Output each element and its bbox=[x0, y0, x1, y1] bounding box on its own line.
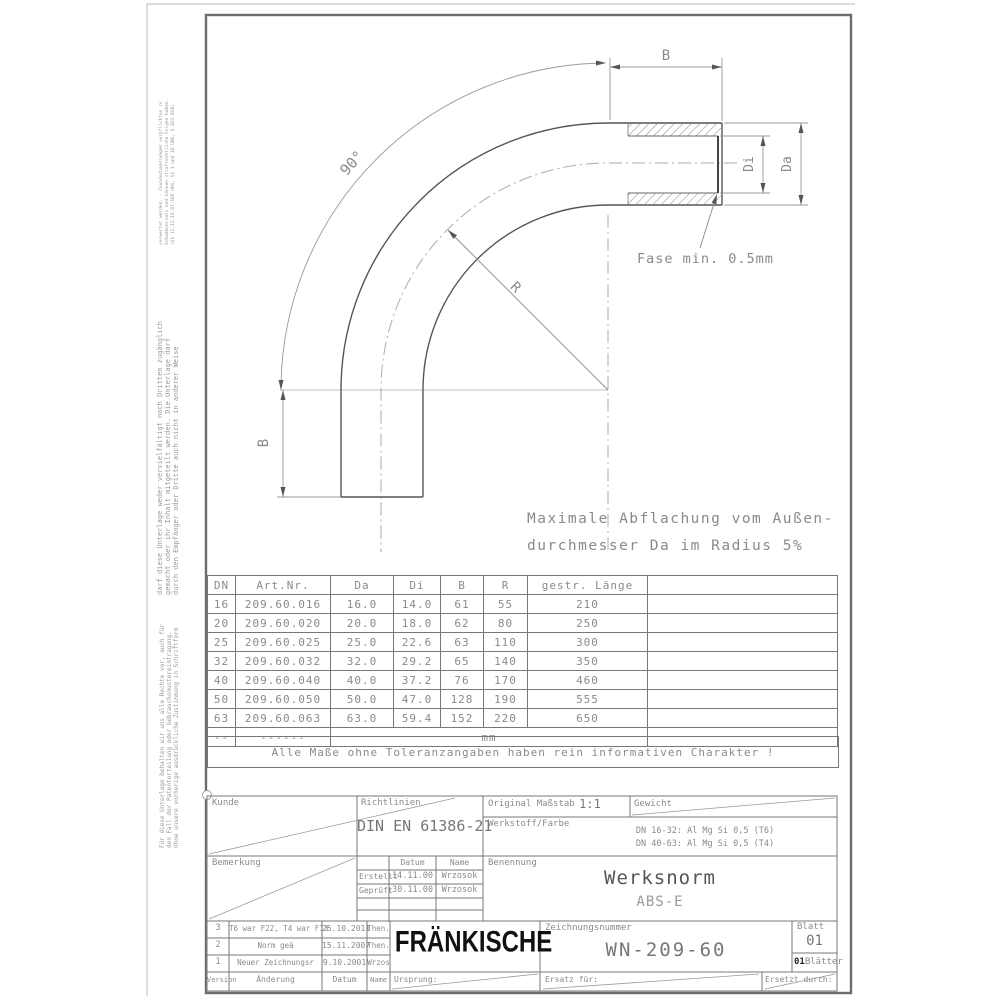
drawing-annotations bbox=[256, 48, 834, 554]
hatch-top-wall bbox=[628, 124, 722, 136]
rev1-datum: 9.10.2001 bbox=[322, 958, 367, 967]
cell: 14.0 bbox=[394, 595, 441, 614]
hatch-bottom-wall bbox=[628, 193, 722, 205]
werkstoff-line1: DN 16-32: Al Mg Si 0,5 (T6) bbox=[635, 826, 775, 836]
benennung-subvalue: ABS-E bbox=[636, 894, 684, 910]
rev2-aenderung: Norm geä bbox=[257, 941, 294, 950]
cell: 16 bbox=[208, 595, 236, 614]
signoff-datum-label: Datum bbox=[400, 858, 425, 867]
cell: 152 bbox=[441, 709, 484, 728]
werkstoff-label: Werkstoff/Farbe bbox=[488, 819, 570, 829]
cell: 460 bbox=[528, 671, 648, 690]
rev3-version: 3 bbox=[215, 923, 221, 933]
cell: 63.0 bbox=[331, 709, 394, 728]
inner-diameter-label: Di bbox=[742, 156, 757, 172]
cell: 209.60.040 bbox=[236, 671, 331, 690]
footer-datum-label: Datum bbox=[332, 975, 357, 984]
centerlines bbox=[381, 163, 737, 552]
cell: 209.60.020 bbox=[236, 614, 331, 633]
cell: 47.0 bbox=[394, 690, 441, 709]
cell: 25 bbox=[208, 633, 236, 652]
cell-empty bbox=[648, 633, 838, 652]
rev2-datum: 15.11.2007 bbox=[322, 941, 371, 950]
cell: 80 bbox=[484, 614, 528, 633]
geprueft-datum: 30.11.00 bbox=[392, 885, 433, 895]
cell-empty bbox=[648, 652, 838, 671]
cell: 20 bbox=[208, 614, 236, 633]
cell: 40.0 bbox=[331, 671, 394, 690]
erstellt-name: Wrzosok bbox=[441, 871, 478, 881]
zeichnungsnummer-value: WN-209-60 bbox=[605, 939, 727, 961]
dimension-table bbox=[207, 575, 838, 747]
gewicht-label: Gewicht bbox=[634, 799, 672, 809]
cell: 140 bbox=[484, 652, 528, 671]
bemerkung-label: Bemerkung bbox=[212, 858, 261, 868]
col-header: Di bbox=[394, 576, 441, 595]
cell: 300 bbox=[528, 633, 648, 652]
table-row bbox=[208, 633, 838, 652]
margin-line: darf diese Unterlage weder vervielfältigt noch Dritten zugänglich bbox=[156, 321, 164, 595]
richtlinien-value: DIN EN 61386-21 bbox=[357, 817, 493, 835]
margin-legal-bottom bbox=[159, 624, 181, 848]
rev1-aenderung: Neuer Zeichnungsr bbox=[237, 958, 314, 967]
cell: 209.60.016 bbox=[236, 595, 331, 614]
kunde-label: Kunde bbox=[212, 798, 240, 808]
cell: 76 bbox=[441, 671, 484, 690]
ersatz-label: Ersatz für: bbox=[545, 975, 598, 984]
cell: 59.4 bbox=[394, 709, 441, 728]
cell: 209.60.032 bbox=[236, 652, 331, 671]
rev1-version: 1 bbox=[215, 957, 221, 967]
margin-line: verwertet werden. - Zuwiderhandlungen verpflichten zu bbox=[159, 101, 164, 245]
rev3-datum: 25.10.2011 bbox=[322, 924, 371, 933]
cell: 110 bbox=[484, 633, 528, 652]
cell: 128 bbox=[441, 690, 484, 709]
col-header: Art.Nr. bbox=[236, 576, 331, 595]
unit-cell: mm bbox=[331, 728, 648, 747]
cell: 25.0 bbox=[331, 633, 394, 652]
col-header: B bbox=[441, 576, 484, 595]
footer-version-label: Version bbox=[207, 976, 237, 984]
benennung-label: Benennung bbox=[488, 858, 537, 868]
cell: 37.2 bbox=[394, 671, 441, 690]
blatt-value: 01 bbox=[806, 933, 823, 949]
blatt-label: Blatt bbox=[797, 922, 825, 932]
cell: 40 bbox=[208, 671, 236, 690]
erstellt-datum: 14.11.00 bbox=[392, 871, 433, 881]
company-logo: FRÄNKISCHE bbox=[394, 925, 553, 959]
rev3-name: Then. bbox=[367, 924, 390, 933]
ursprung-label: Ursprung: bbox=[394, 975, 438, 984]
cell: 55 bbox=[484, 595, 528, 614]
tolerance-note: Alle Maße ohne Toleranzangaben haben rein informativen Charakter ! bbox=[207, 736, 839, 768]
dimension-arrows bbox=[279, 61, 804, 498]
cell: 22.6 bbox=[394, 633, 441, 652]
cell: 555 bbox=[528, 690, 648, 709]
flattening-note-line2: durchmesser Da im Radius 5% bbox=[527, 538, 804, 554]
cell: -- bbox=[208, 728, 236, 747]
cell: 50.0 bbox=[331, 690, 394, 709]
margin-line: gemacht oder ihr Inhalt mitgeteilt werden. Die Unterlage darf bbox=[163, 337, 172, 595]
footer-aenderung-label: Änderung bbox=[256, 975, 295, 984]
cell: 20.0 bbox=[331, 614, 394, 633]
margin-line: Für diese Unterlage behalten wir uns alle Rechte vor, auch für bbox=[159, 624, 166, 848]
cell: 190 bbox=[484, 690, 528, 709]
cell: ------ bbox=[236, 728, 331, 747]
cell: 250 bbox=[528, 614, 648, 633]
col-header: gestr. Länge bbox=[528, 576, 648, 595]
geprueft-name: Wrzosok bbox=[441, 885, 478, 895]
cell: 210 bbox=[528, 595, 648, 614]
rev2-name: Then. bbox=[367, 941, 390, 950]
table-row bbox=[208, 709, 838, 728]
cell: 209.60.025 bbox=[236, 633, 331, 652]
table-row bbox=[208, 690, 838, 709]
cell-empty bbox=[648, 709, 838, 728]
cell-empty bbox=[648, 671, 838, 690]
cell: 18.0 bbox=[394, 614, 441, 633]
leg-length-label-top: B bbox=[661, 48, 671, 64]
rev1-name: Wrzos bbox=[367, 958, 390, 967]
cell: 650 bbox=[528, 709, 648, 728]
angle-dimension-arc bbox=[281, 63, 605, 390]
cell-empty bbox=[648, 614, 838, 633]
cell: 220 bbox=[484, 709, 528, 728]
footer-name-label: Name bbox=[370, 976, 387, 984]
blaetter-count: 01 bbox=[794, 957, 805, 967]
erstellt-label: Erstellt bbox=[359, 872, 398, 881]
col-header: R bbox=[484, 576, 528, 595]
margin-line: (§§ 12,11,15,97,106 UHG, §§ 1 und 18 UWG, § 823 BGB). bbox=[171, 101, 177, 245]
table-header-row bbox=[208, 576, 838, 595]
margin-legal-middle bbox=[157, 321, 180, 595]
cell: 29.2 bbox=[394, 652, 441, 671]
cell-empty bbox=[648, 595, 838, 614]
cell: 63 bbox=[441, 633, 484, 652]
table-row bbox=[208, 614, 838, 633]
cell: 62 bbox=[441, 614, 484, 633]
cell-empty bbox=[648, 690, 838, 709]
cell: 209.60.063 bbox=[236, 709, 331, 728]
cell: 32.0 bbox=[331, 652, 394, 671]
massstab-value: 1:1 bbox=[579, 797, 601, 811]
leg-length-label-left: B bbox=[256, 438, 272, 448]
massstab-label: Original Maßstab bbox=[488, 799, 575, 809]
table-row bbox=[208, 671, 838, 690]
blaetter-label: Blätter bbox=[804, 957, 843, 967]
blaetter-line bbox=[794, 958, 843, 968]
table-row bbox=[208, 595, 838, 614]
margin-line: durch den Empfänger oder Dritte auch nicht in anderer Weise bbox=[171, 346, 180, 595]
margin-line: den Fall der Patenterteilung oder Gebrauchsmustereintragung. bbox=[166, 631, 174, 848]
cell: 63 bbox=[208, 709, 236, 728]
cell: 209.60.050 bbox=[236, 690, 331, 709]
dimension-lines bbox=[277, 58, 808, 497]
outer-diameter-label: Da bbox=[780, 156, 795, 172]
pipe-section bbox=[628, 123, 722, 205]
rev2-version: 2 bbox=[215, 940, 221, 950]
table-row bbox=[208, 652, 838, 671]
flattening-note-line1: Maximale Abflachung vom Außen- bbox=[527, 511, 834, 527]
cell: 61 bbox=[441, 595, 484, 614]
col-header: DN bbox=[208, 576, 236, 595]
margin-legal-top bbox=[159, 98, 178, 245]
zeichnungsnummer-label: Zeichnungsnummer bbox=[545, 923, 632, 933]
geprueft-label: Geprüft bbox=[359, 886, 393, 895]
margin-line: Schadenersatz und können strafrechtliche Folgen haben. bbox=[165, 98, 171, 245]
radius-label: R bbox=[506, 279, 524, 297]
richtlinien-label: Richtlinien bbox=[361, 798, 421, 808]
margin-line: Ohne unsere vorherige ausdrückliche Zustimmung in Schriftform bbox=[173, 627, 181, 848]
signoff-name-label: Name bbox=[449, 858, 470, 867]
col-header: Da bbox=[331, 576, 394, 595]
cell: 170 bbox=[484, 671, 528, 690]
rev3-aenderung: T6 war F22, T4 war F13 bbox=[229, 924, 329, 933]
cell: 50 bbox=[208, 690, 236, 709]
benennung-value: Werksnorm bbox=[604, 867, 716, 889]
cell: 16.0 bbox=[331, 595, 394, 614]
chamfer-note: Fase min. 0.5mm bbox=[637, 251, 774, 267]
cell: 65 bbox=[441, 652, 484, 671]
col-header-empty bbox=[648, 576, 838, 595]
cell: 350 bbox=[528, 652, 648, 671]
pipe-bend-outline bbox=[341, 123, 722, 497]
werkstoff-line2: DN 40-63: Al Mg Si 0,5 (T4) bbox=[635, 839, 775, 849]
angle-label: 90° bbox=[336, 146, 368, 180]
ersetzt-label: Ersetzt durch: bbox=[765, 975, 833, 984]
cell: 32 bbox=[208, 652, 236, 671]
